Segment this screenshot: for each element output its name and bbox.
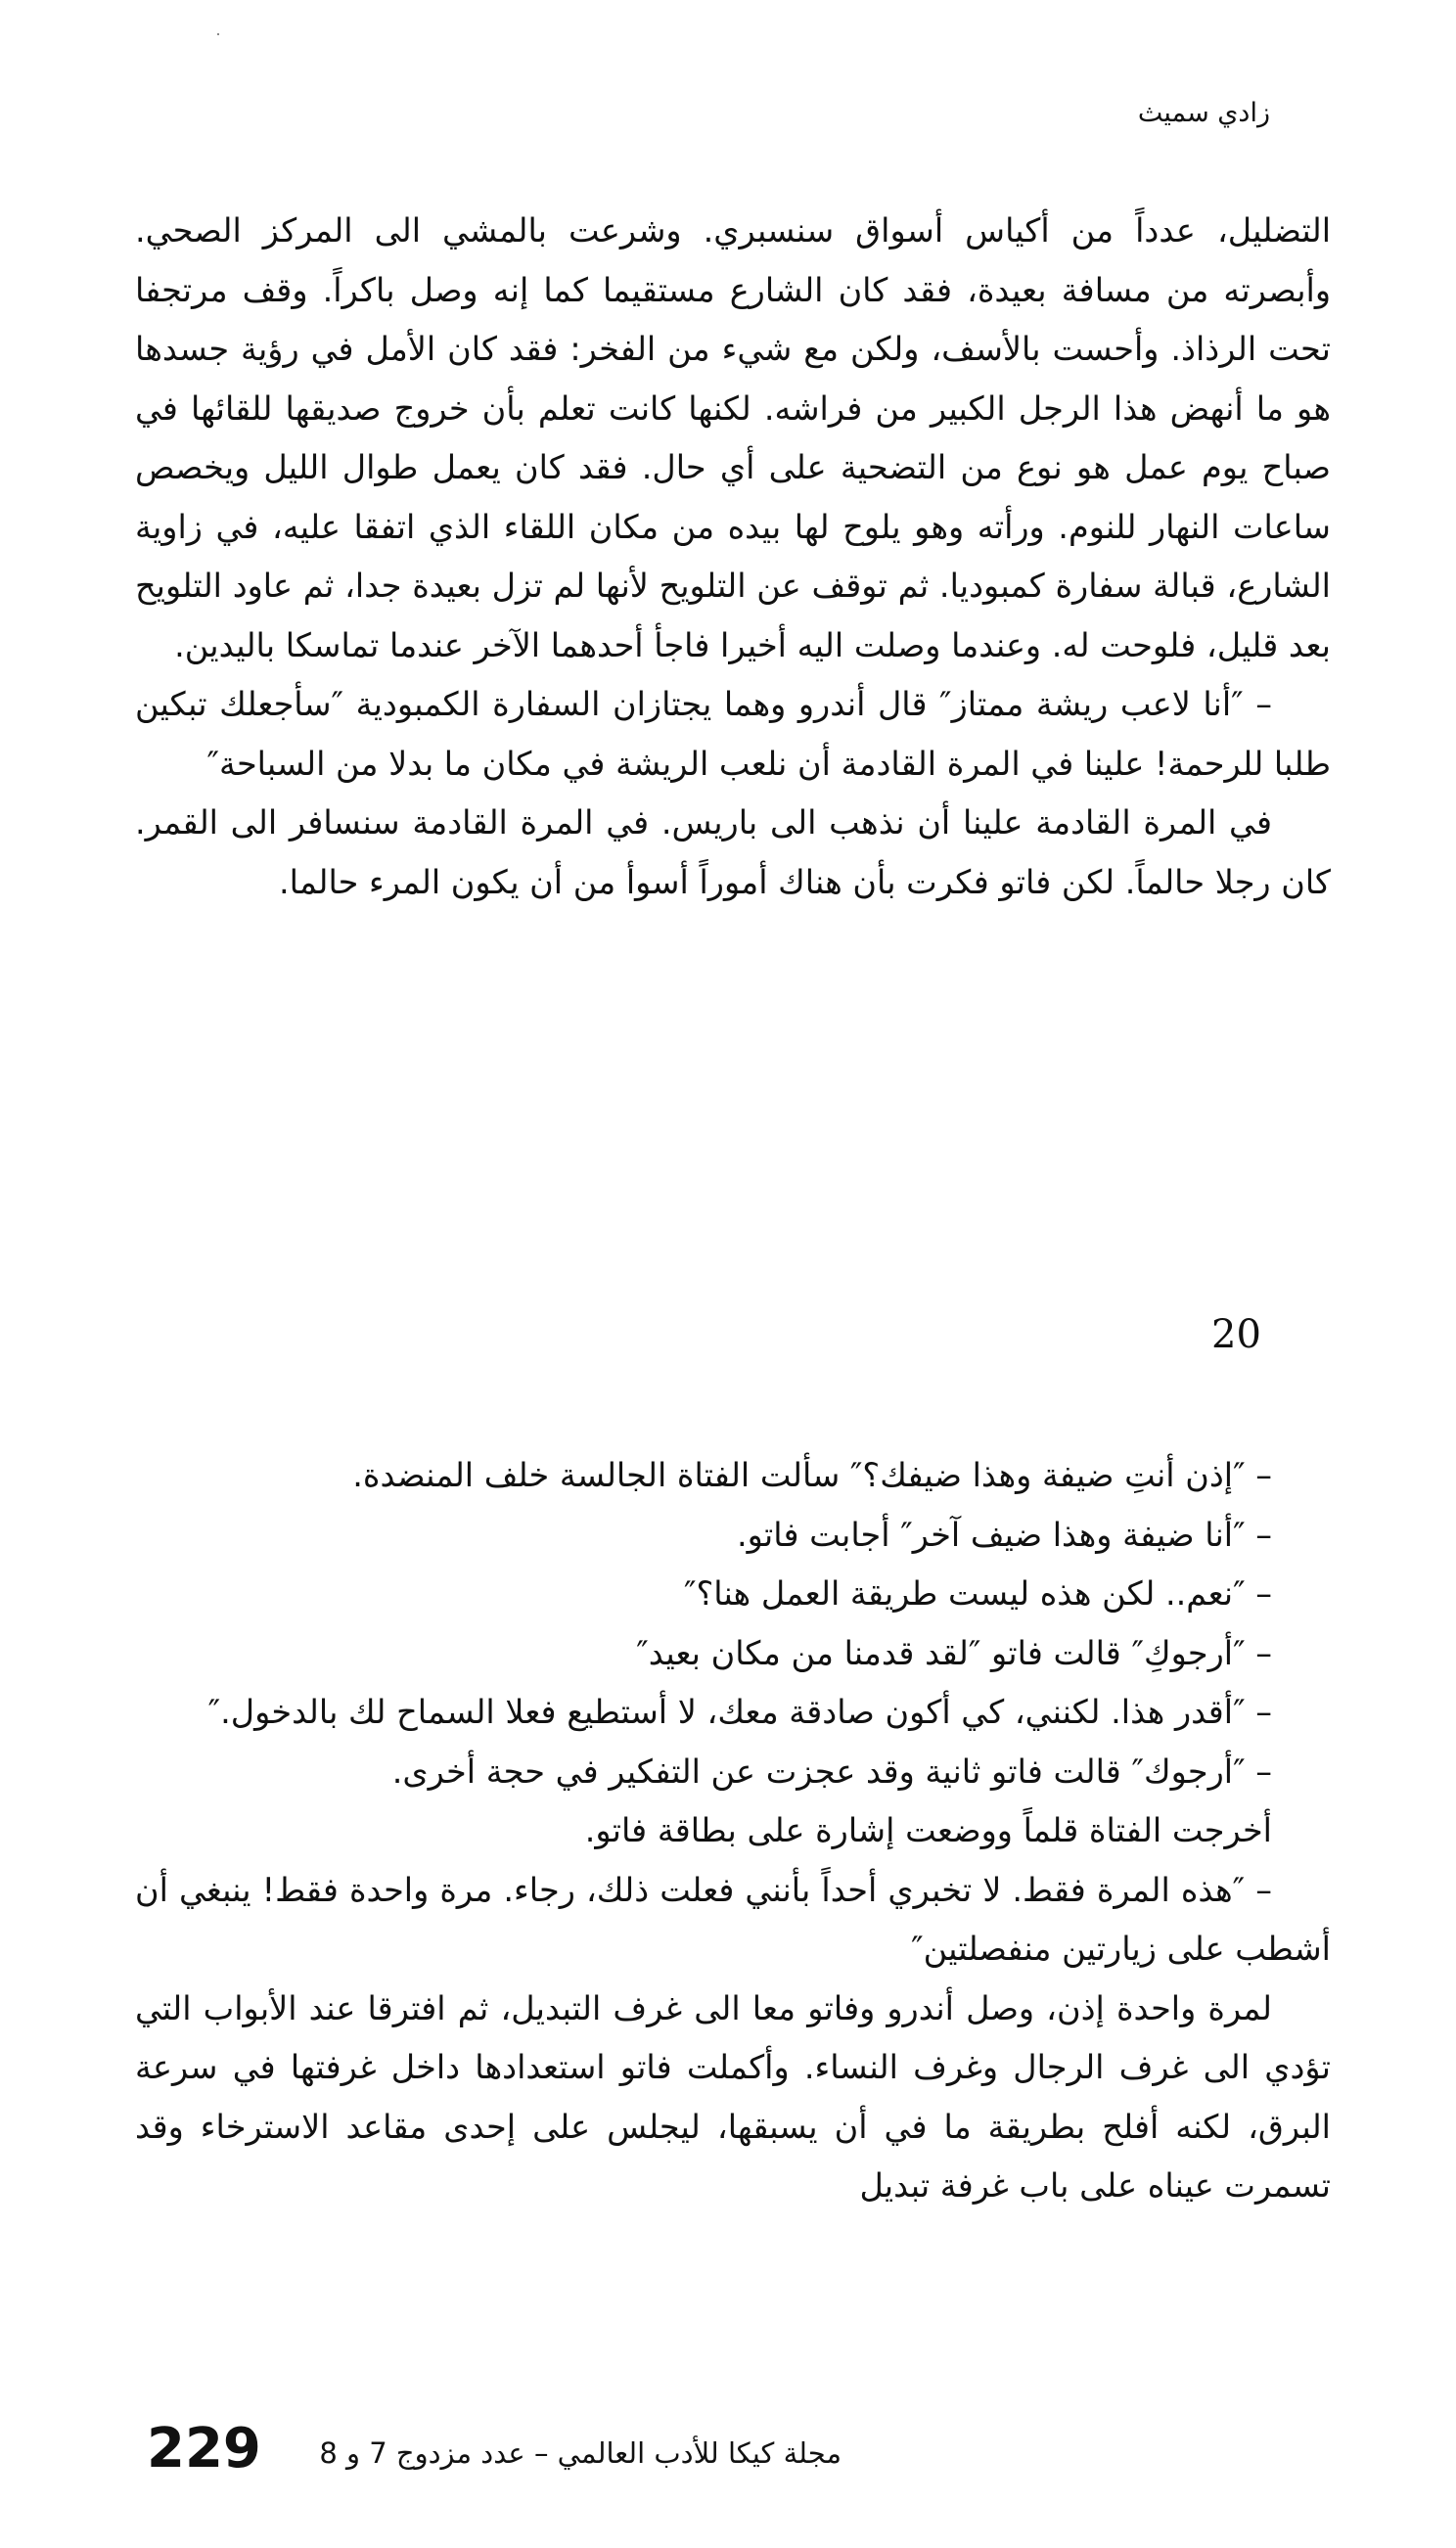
- paragraph: أخرجت الفتاة قلماً ووضعت إشارة على بطاقة فاتو.: [584, 1811, 1272, 1849]
- scan-speck: [217, 33, 219, 35]
- page-number: 229: [147, 2417, 261, 2480]
- dialogue-paragraph: – ″هذه المرة فقط. لا تخبري أحداً بأنني فعلت ذلك، رجاء. مرة واحدة فقط! ينبغي أن أشطب على زيارتين منفصلتين″: [135, 1870, 1331, 1968]
- paragraph: في المرة القادمة علينا أن نذهب الى باريس. في المرة القادمة سنسافر الى القمر. كان رجلا حالماً. لكن فاتو فكرت بأن هناك أموراً أسوأ من أن يكون المرء حالما.: [135, 803, 1331, 901]
- dialogue-paragraph: – ″أنا لاعب ريشة ممتاز″ قال أندرو وهما يجتازان السفارة الكمبودية ″سأجعلك تبكين طلبا للرحمة! علينا في المرة القادمة أن نلعب الريشة في مكان ما بدلا من السباحة″: [135, 685, 1331, 783]
- dialogue-paragraph: – ″أنا ضيفة وهذا ضيف آخر″ أجابت فاتو.: [736, 1515, 1272, 1554]
- paragraph: لمرة واحدة إذن، وصل أندرو وفاتو معا الى غرف التبديل، ثم افترقا عند الأبواب التي تؤدي الى غرف الرجال وغرف النساء. وأكملت فاتو استعدادها داخل غرفتها في سرعة البرق، لكنه أفلح بطريقة ما في أن يسبقها، ليجلس على إحدى مقاعد الاسترخاء وقد تسمرت عيناه على باب غرفة تبديل: [135, 1988, 1331, 2205]
- footer-journal-title: مجلة كيكا للأدب العالمي – عدد مزدوج 7 و 8: [319, 2436, 842, 2470]
- paragraph: التضليل، عدداً من أكياس أسواق سنسبري. وشرعت بالمشي الى المركز الصحي. وأبصرته من مسافة بعيدة، فقد كان الشارع مستقيما كما إنه وصل باكراً. وقف مرتجفا تحت الرذاذ. وأحست بالأسف، ولكن مع شيء من الفخر: فقد كان الأمل في رؤية جسدها هو ما أنهض هذا الرجل الكبير من فراشه. لكنها كانت تعلم بأن خروج صديقها للقائها في صباح يوم عمل هو نوع من التضحية على أي حال. فقد كان يعمل طوال الليل ويخصص ساعات النهار للنوم. ورأته وهو يلوح لها بيده من مكان اللقاء الذي اتفقا عليه، في زاوية الشارع، قبالة سفارة كمبوديا. ثم توقف عن التلويح لأنها لم تزل بعيدة جدا، ثم عاود التلويح بعد قليل، فلوحت له. وعندما وصلت اليه أخيرا فاجأ أحدهما الآخر عندما تماسكا باليدين.: [135, 211, 1331, 664]
- body-text-bottom: [135, 1446, 1331, 2216]
- dialogue-paragraph: – ″نعم.. لكن هذه ليست طريقة العمل هنا؟″: [683, 1574, 1272, 1613]
- section-number: 20: [1211, 1312, 1261, 1357]
- dialogue-paragraph: – ″أقدر هذا. لكنني، كي أكون صادقة معك، لا أستطيع فعلا السماح لك بالدخول.″: [207, 1693, 1272, 1731]
- dialogue-paragraph: – ″إذن أنتِ ضيفة وهذا ضيفك؟″ سألت الفتاة الجالسة خلف المنضدة.: [352, 1456, 1272, 1494]
- running-head-author: زادي سميث: [1137, 98, 1270, 128]
- dialogue-paragraph: – ″أرجوك″ قالت فاتو ثانية وقد عجزت عن التفكير في حجة أخرى.: [391, 1752, 1272, 1791]
- body-text-top: [135, 202, 1331, 912]
- dialogue-paragraph: – ″أرجوكِ″ قالت فاتو ″لقد قدمنا من مكان بعيد″: [636, 1633, 1272, 1672]
